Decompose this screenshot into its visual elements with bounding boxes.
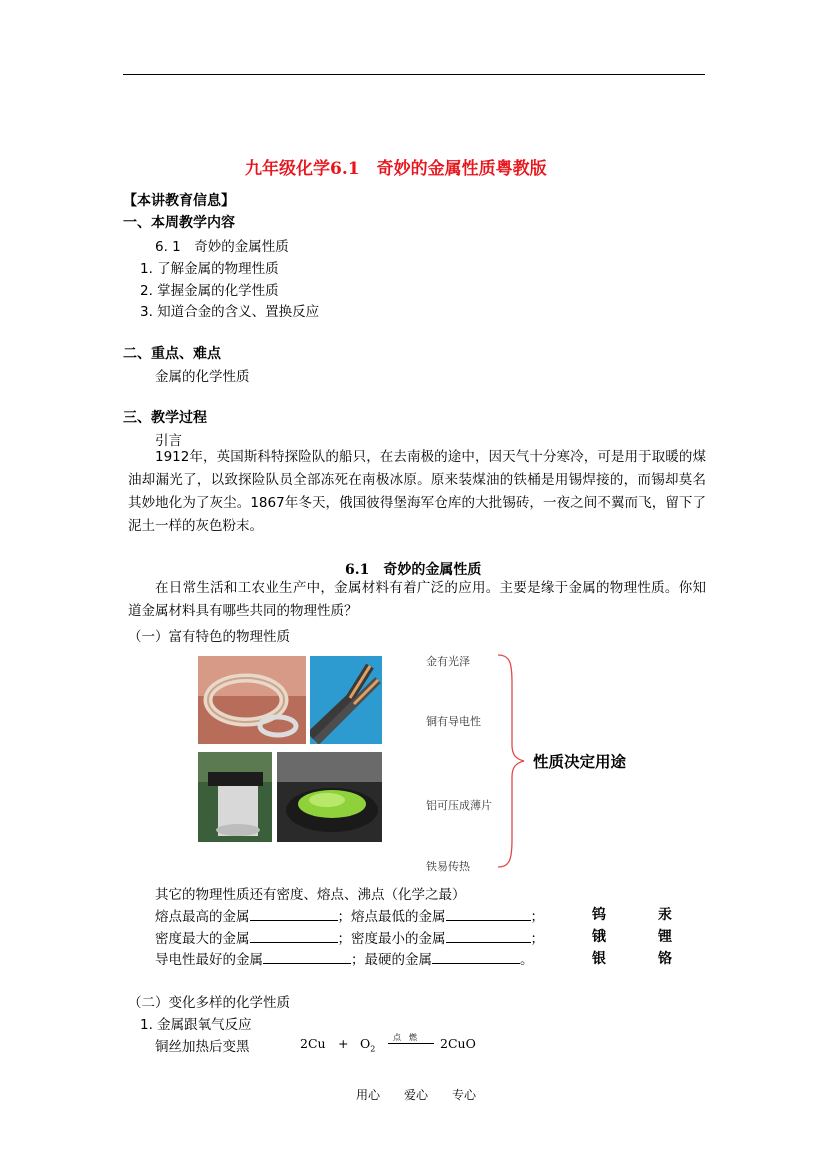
- gold-ring-photo: [198, 656, 306, 744]
- other-properties-intro: 其它的物理性质还有密度、熔点、沸点（化学之最）: [155, 887, 466, 903]
- question-label: 熔点最高的金属: [155, 909, 250, 925]
- question-row-3: [155, 948, 534, 968]
- row-punctuation: 。: [520, 952, 534, 968]
- answer-blank[interactable]: [263, 949, 351, 964]
- answer-text: 钨: [592, 907, 606, 923]
- answer-text: 锇: [592, 929, 606, 945]
- section3-heading: 三、教学过程: [123, 410, 207, 426]
- equation-arrow-line: [388, 1043, 434, 1044]
- curly-brace: [496, 653, 526, 869]
- subsection-paragraph: 在日常生活和工农业生产中，金属材料有着广泛的应用。主要是缘于金属的物理性质。你知道金属材料具有哪些共同的物理性质？: [128, 580, 706, 619]
- question-row-2: [155, 927, 544, 947]
- observation-text: 铜丝加热后变黑: [155, 1039, 250, 1055]
- question-label: 密度最大的金属: [155, 931, 250, 947]
- section2-content: 金属的化学性质: [155, 369, 250, 385]
- question-label: ；熔点最低的金属: [337, 909, 446, 925]
- equation-product: 2CuO: [440, 1036, 476, 1051]
- objective-item: 2. 掌握金属的化学性质: [140, 283, 279, 299]
- figure-label-copper: 铜有导电性: [426, 715, 481, 728]
- equation-plus: +: [338, 1036, 349, 1051]
- answer-text: 铬: [658, 951, 672, 967]
- copper-wire-photo: [310, 656, 382, 744]
- answer-blank[interactable]: [250, 928, 338, 943]
- answer-blank[interactable]: [250, 906, 338, 921]
- figure-conclusion: 性质决定用途: [533, 753, 627, 771]
- intro-paragraph: 1912年，英国斯科特探险队的船只，在去南极的途中，因天气十分寒冷，可是用于取暖的煤油却漏光了，以致探险队员全部冻死在南极冰原。原来装煤油的铁桶是用锡焊接的，而锡却莫名其妙地化为了灰尘。1867年冬天，俄国彼得堡海军仓库的大批锡砖，一夜之间不翼而飞，留下了泥土一样的灰色粉末。: [128, 449, 706, 534]
- section2-heading: 二、重点、难点: [123, 346, 221, 362]
- answer-blank[interactable]: [446, 928, 531, 943]
- section1-heading: 一、本周教学内容: [123, 215, 235, 231]
- document-title: 九年级化学6.1 奇妙的金属性质粤教版: [245, 159, 547, 179]
- answer-text: 汞: [658, 907, 672, 923]
- question-row-1: [155, 905, 544, 925]
- subsection-heading: 6.1 奇妙的金属性质: [345, 562, 482, 578]
- question-label: ；密度最小的金属: [337, 931, 446, 947]
- objective-item: 1. 了解金属的物理性质: [140, 261, 279, 277]
- chemical-item-1: 1. 金属跟氧气反应: [140, 1017, 252, 1033]
- answer-blank[interactable]: [432, 949, 520, 964]
- physical-heading: （一）富有特色的物理性质: [128, 629, 290, 645]
- header-rule: [123, 74, 705, 75]
- equation-reactant-2: $O_2$: [360, 1036, 376, 1054]
- section1-topic: 6. 1 奇妙的金属性质: [155, 239, 289, 255]
- question-label: ；最硬的金属: [351, 952, 432, 968]
- chemical-heading: （二）变化多样的化学性质: [128, 995, 290, 1011]
- figure-label-gold: 金有光泽: [426, 655, 470, 668]
- intro-label: 引言: [155, 433, 182, 449]
- objective-item: 3. 知道合金的含义、置换反应: [140, 304, 320, 320]
- figure-label-iron: 铁易传热: [426, 860, 470, 873]
- info-header: 【本讲教育信息】: [123, 193, 235, 209]
- answer-blank[interactable]: [446, 906, 531, 921]
- figure-label-aluminum: 铝可压成薄片: [426, 799, 492, 812]
- answer-text: 银: [592, 951, 606, 967]
- equation-reactant-1: 2Cu: [300, 1036, 326, 1051]
- answer-text: 锂: [658, 929, 672, 945]
- equation-subscript: 2: [370, 1044, 376, 1054]
- row-punctuation: ；: [530, 909, 544, 925]
- equation-condition: 点 燃: [393, 1033, 417, 1042]
- row-punctuation: ；: [530, 931, 544, 947]
- aluminum-rolling-photo: [198, 752, 272, 842]
- iron-wok-photo: [277, 752, 382, 842]
- question-label: 导电性最好的金属: [155, 952, 263, 968]
- page-footer: 用心 爱心 专心: [356, 1088, 477, 1102]
